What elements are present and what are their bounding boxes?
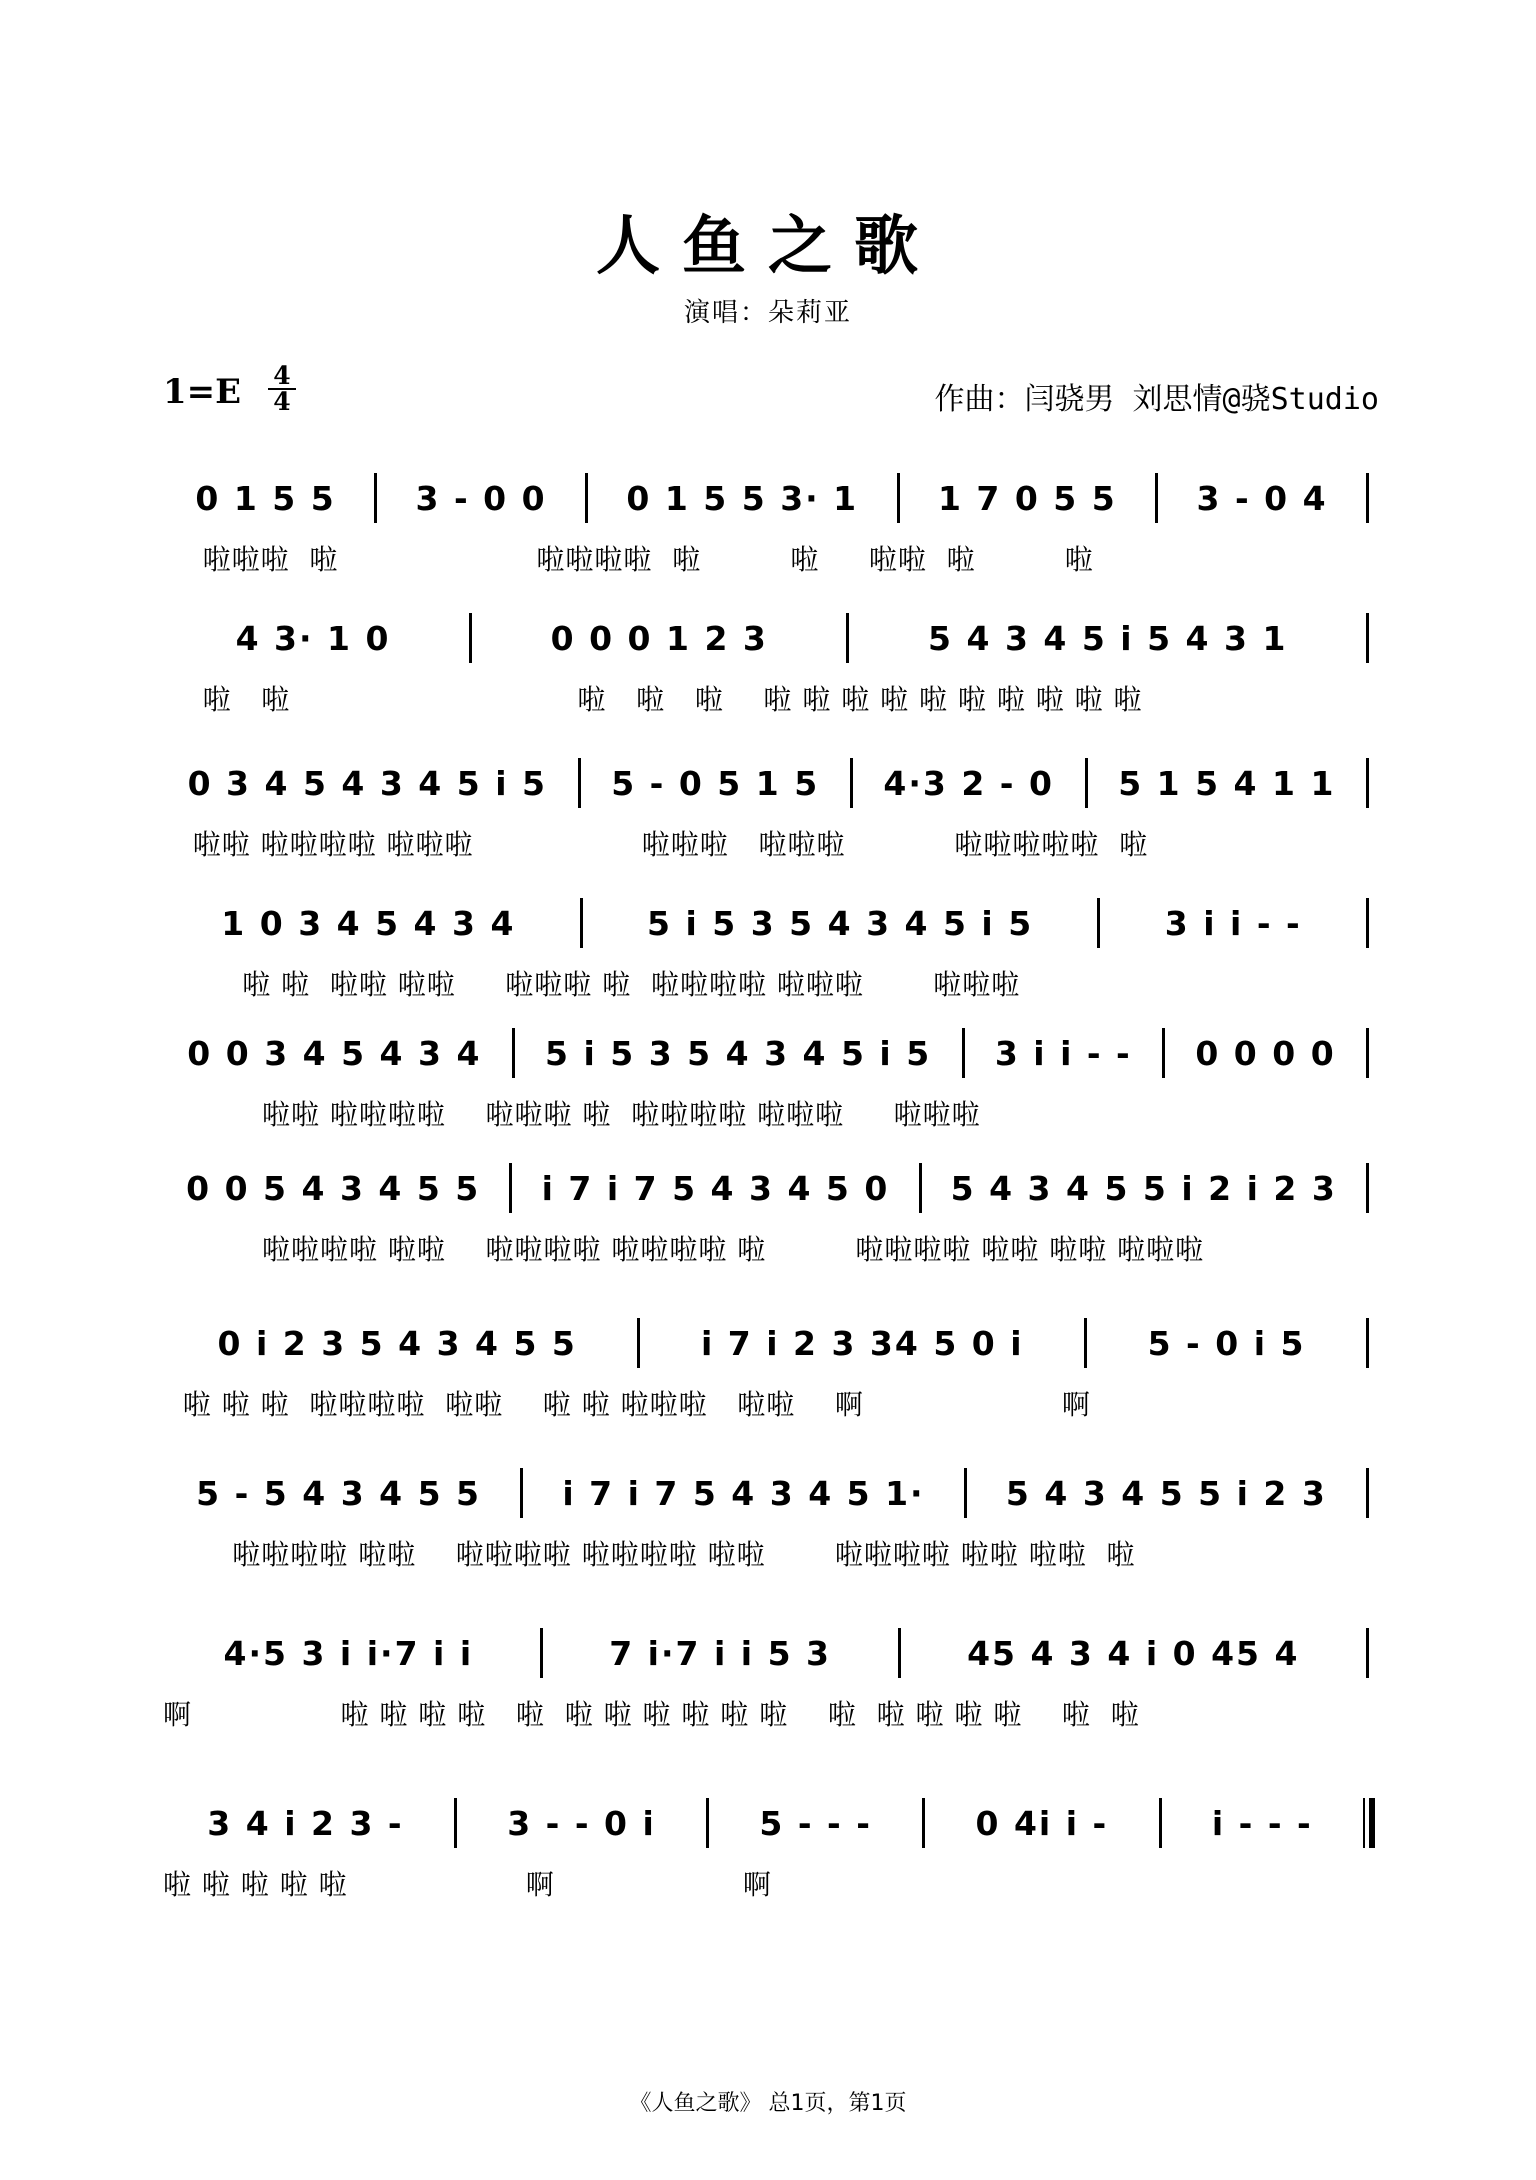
measure: 0 i 2 3 5 4 3 4 5 5 <box>217 1323 577 1363</box>
barline <box>585 473 588 523</box>
singer-credit: 演唱：朵莉亚 <box>683 298 852 328</box>
barline <box>469 613 472 663</box>
lyrics-line: 啦 啦 啦 啦 啦 啦 啦 啦 啦 啦 啦 啦 啦 啦 啦 <box>163 683 1143 716</box>
measure: 3 - - 0 i <box>507 1803 656 1843</box>
composer-credit: 作曲：闫骁男 刘思情@骁Studio <box>934 382 1379 417</box>
measure: 0 3 4 5 4 3 4 5 i 5 <box>187 763 547 803</box>
lyrics-line: 啦啦啦啦 啦啦 啦啦啦啦 啦啦啦啦 啦啦 啦啦啦啦 啦啦 啦啦 啦 <box>163 1538 1136 1571</box>
measure: 5 - 0 5 1 5 <box>611 763 820 803</box>
final-barline <box>1363 1798 1375 1848</box>
page-footer: 《人鱼之歌》 总1页，第1页 <box>629 2091 907 2116</box>
measure: 5 4 3 4 5 5 i 2 i 2 3 <box>950 1168 1337 1208</box>
barline <box>1366 473 1369 523</box>
barline <box>846 613 849 663</box>
notation-line <box>163 1465 1375 1521</box>
barline <box>1085 758 1088 808</box>
barline <box>919 1163 922 1213</box>
lyrics-line: 啦啦啦啦 啦啦 啦啦啦啦 啦啦啦啦 啦 啦啦啦啦 啦啦 啦啦 啦啦啦 <box>163 1233 1205 1266</box>
barline <box>706 1798 709 1848</box>
barline <box>1159 1798 1162 1848</box>
barline <box>509 1163 512 1213</box>
barline <box>580 898 583 948</box>
barline <box>898 1628 901 1678</box>
measure: 7 i·7 i i 5 3 <box>609 1633 831 1673</box>
song-title: 人鱼之歌 <box>596 209 940 284</box>
notation-line <box>163 1625 1375 1681</box>
measure: 3 i i - - <box>994 1033 1132 1073</box>
measure: 4·5 3 i i·7 i i <box>223 1633 474 1673</box>
lyrics-line: 啦啦 啦啦啦啦 啦啦啦 啦啦啦 啦啦啦 啦啦啦啦啦 啦 <box>163 828 1149 861</box>
notation-line <box>163 1315 1375 1371</box>
measure: 0 1 5 5 <box>195 478 336 518</box>
barline <box>1366 1468 1369 1518</box>
barline <box>1366 1318 1369 1368</box>
barline <box>512 1028 515 1078</box>
barline <box>578 758 581 808</box>
lyrics-line: 啦啦 啦啦啦啦 啦啦啦 啦 啦啦啦啦 啦啦啦 啦啦啦 <box>163 1098 981 1131</box>
lyrics-line: 啊 啦 啦 啦 啦 啦 啦 啦 啦 啦 啦 啦 啦 啦 啦 啦 啦 啦 啦 <box>163 1698 1140 1731</box>
measure: 5 i 5 3 5 4 3 4 5 i 5 <box>647 903 1034 943</box>
barline <box>1366 1028 1369 1078</box>
measure: 1 0 3 4 5 4 3 4 <box>221 903 516 943</box>
time-signature-bottom: 4 <box>273 387 291 416</box>
barline <box>1084 1318 1087 1368</box>
barline <box>1366 1628 1369 1678</box>
barline <box>850 758 853 808</box>
notation-line <box>163 1160 1375 1216</box>
measure: 1 7 0 5 5 <box>937 478 1117 518</box>
lyrics-line: 啦啦啦 啦 啦啦啦啦 啦 啦 啦啦 啦 啦 <box>163 543 1094 576</box>
barline <box>454 1798 457 1848</box>
notation-line <box>163 610 1375 666</box>
measure: 0 0 5 4 3 4 5 5 <box>186 1168 481 1208</box>
lyrics-line: 啦 啦 啦 啦啦啦啦 啦啦 啦 啦 啦啦啦 啦啦 啊 啊 <box>163 1388 1091 1421</box>
notation-line <box>163 895 1375 951</box>
barline <box>1162 1028 1165 1078</box>
lyrics-line: 啦 啦 啦 啦 啦 啊 啊 <box>163 1868 772 1901</box>
measure: 0 0 0 0 <box>1195 1033 1336 1073</box>
measure: 0 0 3 4 5 4 3 4 <box>187 1033 482 1073</box>
key-signature: 1=E <box>163 372 242 412</box>
barline <box>374 473 377 523</box>
measure: 45 4 3 4 i 0 45 4 <box>967 1633 1300 1673</box>
measure: 0 4i i - <box>975 1803 1109 1843</box>
measure: 4·3 2 - 0 <box>883 763 1054 803</box>
measure: 0 1 5 5 3· 1 <box>626 478 859 518</box>
time-signature <box>268 361 296 416</box>
barline <box>1366 758 1369 808</box>
barline <box>1155 473 1158 523</box>
barline <box>520 1468 523 1518</box>
barline <box>540 1628 543 1678</box>
measure: 3 - 0 4 <box>1196 478 1328 518</box>
measure: 3 - 0 0 <box>415 478 547 518</box>
barline <box>922 1798 925 1848</box>
barline <box>962 1028 965 1078</box>
notation-line <box>163 1025 1375 1081</box>
barline <box>1097 898 1100 948</box>
measure: 5 - - - <box>759 1803 872 1843</box>
measure: 5 1 5 4 1 1 <box>1118 763 1336 803</box>
measure: 5 4 3 4 5 i 5 4 3 1 <box>928 618 1288 658</box>
measure: i 7 i 7 5 4 3 4 5 0 <box>541 1168 890 1208</box>
measure: 3 i i - - <box>1164 903 1302 943</box>
barline <box>1366 898 1369 948</box>
time-signature-top: 4 <box>268 364 296 390</box>
notation-line <box>163 1795 1375 1851</box>
measure: 0 0 0 1 2 3 <box>550 618 768 658</box>
measure: 4 3· 1 0 <box>235 618 391 658</box>
notation-line <box>163 755 1375 811</box>
barline <box>897 473 900 523</box>
barline <box>964 1468 967 1518</box>
measure: i - - - <box>1211 1803 1313 1843</box>
barline <box>637 1318 640 1368</box>
measure: 5 i 5 3 5 4 3 4 5 i 5 <box>545 1033 932 1073</box>
measure: i 7 i 2 3 34 5 0 i <box>700 1323 1024 1363</box>
barline <box>1366 1163 1369 1213</box>
barline <box>1366 613 1369 663</box>
measure: 5 - 5 4 3 4 5 5 <box>196 1473 482 1513</box>
measure: 3 4 i 2 3 - <box>207 1803 404 1843</box>
measure: i 7 i 7 5 4 3 4 5 1· <box>562 1473 925 1513</box>
notation-line <box>163 470 1375 526</box>
lyrics-line: 啦 啦 啦啦 啦啦 啦啦啦 啦 啦啦啦啦 啦啦啦 啦啦啦 <box>163 968 1021 1001</box>
measure: 5 - 0 i 5 <box>1147 1323 1306 1363</box>
measure: 5 4 3 4 5 5 i 2 3 <box>1005 1473 1327 1513</box>
